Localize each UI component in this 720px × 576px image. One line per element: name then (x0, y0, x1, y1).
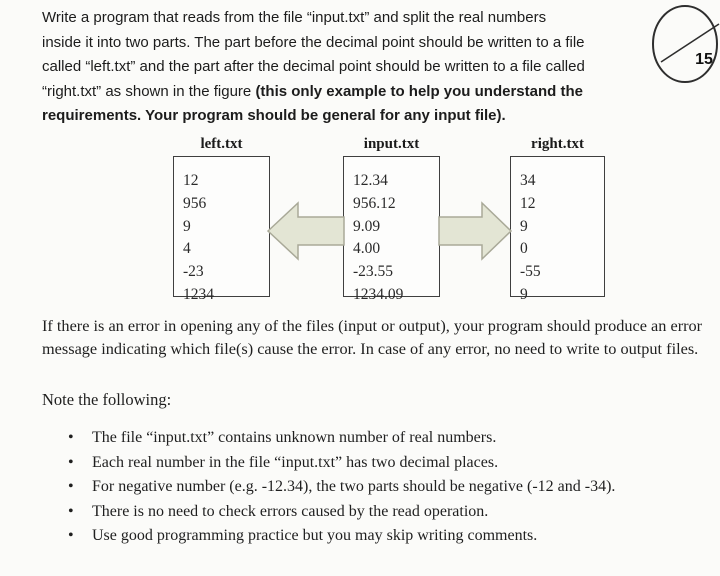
note-text: For negative number (e.g. -12.34), the two parts should be negative (-12 and -34). (92, 478, 616, 495)
arrow-right-icon (438, 198, 513, 264)
file-line: 9 (520, 285, 528, 303)
note-text: There is no need to check errors caused by the read operation. (92, 502, 489, 520)
file-line: 4 (183, 240, 191, 258)
note-heading: Note the following: (42, 390, 172, 409)
task-text: “right.txt” as shown in the figure (42, 82, 256, 100)
bullet-icon (68, 451, 74, 476)
file-line: -55 (520, 263, 541, 281)
notes-list (68, 426, 713, 549)
file-label-input: input.txt (363, 136, 420, 152)
note-text: Each real number in the file “input.txt” has two decimal places. (92, 453, 499, 471)
file-box-input (343, 156, 440, 303)
task-line-3 (42, 55, 667, 80)
file-line: 956.12 (353, 194, 396, 212)
file-line: 9.09 (353, 217, 381, 235)
error-handling-paragraph: If there is an error in opening any of the files (input or output), your program should produce an error message indicating which file(s) cause the error. In case of any error, no need to write to output files. (42, 316, 703, 359)
score-circle (648, 0, 720, 88)
task-line-5 (42, 104, 667, 129)
bullet-icon (68, 500, 74, 525)
note-item (68, 475, 713, 500)
file-line: 956 (183, 194, 207, 212)
task-text-bold: requirements. Your program should be general for any input file). (42, 107, 506, 124)
arrow-right-shape (439, 203, 511, 259)
file-line: 12 (520, 194, 536, 212)
note-item (68, 524, 713, 549)
bullet-icon (68, 524, 74, 549)
task-line-2 (42, 31, 667, 56)
task-text-bold: (this only example to help you understand the (255, 82, 583, 100)
note-text: Use good programming practice but you may skip writing comments. (92, 527, 538, 544)
task-text: inside it into two parts. The part before the decimal point should be written to a file (42, 33, 585, 51)
file-line: 9 (183, 217, 191, 235)
file-line: -23.55 (353, 263, 394, 281)
file-line: 12 (183, 172, 199, 189)
file-line: 4.00 (353, 240, 381, 258)
file-line: 1234 (183, 285, 214, 303)
arrow-left-icon (266, 198, 345, 264)
task-text: Write a program that reads from the file “input.txt” and split the real numbers (42, 9, 547, 26)
file-line: 1234.09 (353, 285, 404, 303)
file-box-right (510, 156, 605, 303)
file-line: 34 (520, 172, 536, 189)
score-circle-outline (653, 6, 717, 82)
file-box-left (173, 156, 270, 303)
bullet-icon (68, 426, 74, 451)
file-line: 9 (520, 217, 528, 235)
task-line-4 (42, 80, 667, 105)
file-line: 12.34 (353, 172, 388, 189)
arrow-left-shape (268, 203, 344, 259)
file-label-left: left.txt (200, 136, 243, 152)
file-line: -23 (183, 263, 204, 281)
task-line-1 (42, 6, 667, 31)
task-text: called “left.txt” and the part after the decimal point should be written to a file called (42, 58, 585, 75)
bullet-icon (68, 475, 74, 500)
score-value: 15 (695, 51, 713, 68)
file-line: 0 (520, 240, 528, 258)
file-label-right: right.txt (531, 136, 584, 152)
note-text: The file “input.txt” contains unknown number of real numbers. (92, 429, 497, 446)
task-description (42, 6, 667, 129)
note-item (68, 426, 713, 451)
note-item (68, 500, 713, 525)
note-item (68, 451, 713, 476)
